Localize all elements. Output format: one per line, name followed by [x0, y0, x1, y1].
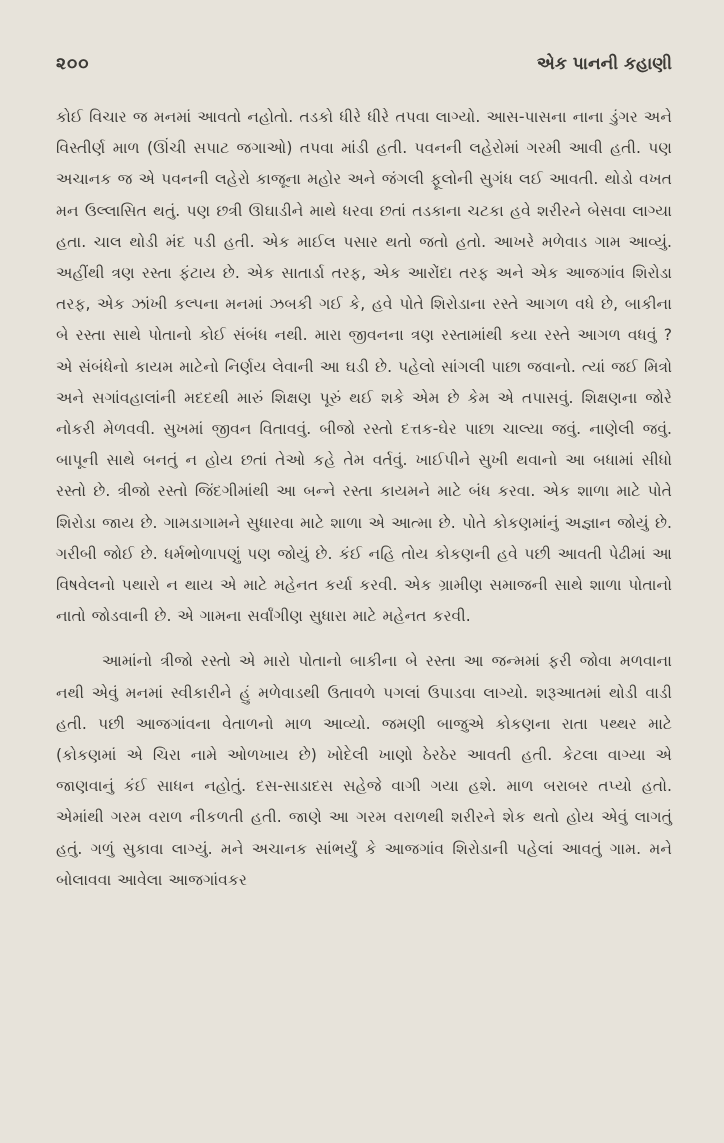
page-number: ૨૦૦	[56, 54, 90, 74]
page-header	[56, 54, 672, 98]
paragraph: આમાંનો ત્રીજો રસ્તો એ મારો પોતાનો બાકીના બે રસ્તા આ જન્મમાં ફરી જોવા મળવાના નથી એવું મનમાં સ્વીકારીને હું મળેવાડથી ઉતાવળે પગલાં ઉપાડવા લાગ્યો. શરૂઆતમાં થોડી વાડી હતી. પછી આજગાંવના વેતાળનો માળ આવ્યો. જમણી બાજુએ કોકણના રાતા પથ્થર માટે (કોકણમાં એ ચિરા નામે ઓળખાય છે) ખોદેલી ખાણો ઠેરઠેર આવતી હતી. કેટલા વાગ્યા એ જાણવાનું કંઈ સાધન નહોતું. દસ-સાડાદસ સહેજે વાગી ગયા હશે. માળ બરાબર તપ્યો હતો. એમાંથી ગરમ વરાળ નીકળતી હતી. જાણે આ ગરમ વરાળથી શરીરને શેક થતો હોય એવું લાગતું હતું. ગળું સુકાવા લાગ્યું. મને અચાનક સાંભર્યું કે આજગાંવ શિરોડાની પહેલાં આવતું ગામ. મને બોલાવવા આવેલા આજગાંવકર	[56, 652, 672, 889]
body-text	[56, 102, 672, 896]
running-title: એક પાનની કહાણી	[536, 54, 672, 74]
paragraph: કોઈ વિચાર જ મનમાં આવતો નહોતો. તડકો ધીરે ધીરે તપવા લાગ્યો. આસ-પાસના નાના ડુંગર અને વિસ્તીર્ણ માળ (ઊંચી સપાટ જગાઓ) તપવા માંડી હતી. પવનની લહેરોમાં ગરમી આવી હતી. પણ અચાનક જ એ પવનની લહેરો કાજૂના મહોર અને જંગલી ફૂલોની સુગંધ લઈ આવતી. થોડો વખત મન ઉલ્લાસિત થતું. પણ છત્રી ઊઘાડીને માથે ધરવા છતાં તડકાના ચટકા હવે શરીરને બેસવા લાગ્યા હતા. ચાલ થોડી મંદ પડી હતી. એક માઈલ પસાર થતો જતો હતો. આખરે મળેવાડ ગામ આવ્યું. અહીંથી ત્રણ રસ્તા ફંટાય છે. એક સાતાર્ડા તરફ, એક આરોંદા તરફ અને એક આજગાંવ શિરોડા તરફ, એક ઝાંખી કલ્પના મનમાં ઝબકી ગઈ કે, હવે પોતે શિરોડાના રસ્તે આગળ વધે છે, બાકીના બે રસ્તા સાથે પોતાનો કોઈ સંબંધ નથી. મારા જીવનના ત્રણ રસ્તામાંથી કયા રસ્તે આગળ વધવું ? એ સંબંધેનો કાયમ માટેનો નિર્ણય લેવાની આ ઘડી છે. પહેલો સાંગલી પાછા જવાનો. ત્યાં જઈ મિત્રો અને સગાંવહાલાંની મદદથી મારું શિક્ષણ પૂરું થઈ શકે એમ છે કેમ એ તપાસવું. શિક્ષણના જોરે નોકરી મેળવવી. સુખમાં જીવન વિતાવવું. બીજો રસ્તો દત્તક-ઘેર પાછા ચાલ્યા જવું. નાણેલી જવું. બાપૂની સાથે બનતું ન હોય છતાં તેઓ કહે તેમ વર્તવું. ખાઈપીને સુખી થવાનો આ બધામાં સીધો રસ્તો છે. ત્રીજો રસ્તો જિંદગીમાંથી આ બન્ને રસ્તા કાયમને માટે બંધ કરવા. એક શાળા માટે પોતે શિરોડા જાય છે. ગામડાગામને સુધારવા માટે શાળા એ આત્મા છે. પોતે કોકણમાંનું અજ્ઞાન જોયું છે. ગરીબી જોઈ છે. ધર્મભોળાપણું પણ જોયું છે. કંઈ નહિ તોય કોકણની હવે પછી આવતી પેઢીમાં આ વિષવેલનો પથારો ન થાય એ માટે મહેનત કર્યા કરવી. એક ગ્રામીણ સમાજની સાથે શાળા પોતાનો નાતો જોડવાની છે. એ ગામના સર્વાંગીણ સુધારા માટે મહેનત કરવી.	[56, 108, 672, 626]
